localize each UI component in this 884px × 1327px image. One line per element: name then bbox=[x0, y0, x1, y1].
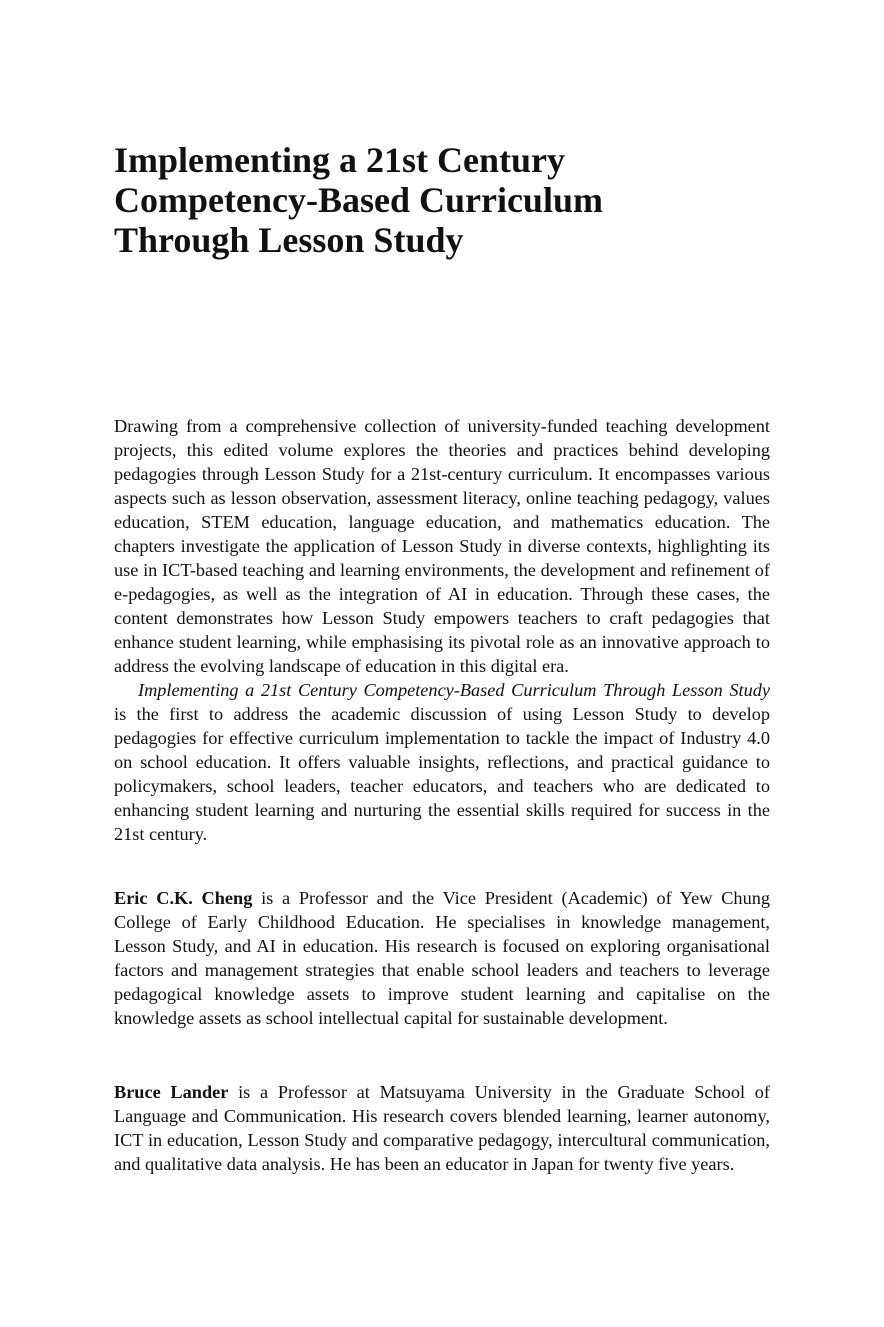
author-bio-eric-cheng bbox=[114, 886, 770, 1030]
book-title-line-3: Through Lesson Study bbox=[114, 220, 464, 260]
author-bio-text: is a Professor and the Vice President (Academic) of Yew Chung College of Early Childhood Education. He specialises in knowledge management, Lesson Study, and AI in education. His research is focused on exploring organisational factors and management strategies that enable school leaders and teachers to leverage pedagogical knowledge assets to improve student learning and capitalise on the knowledge assets as school intellectual capital for sustainable development. bbox=[114, 888, 770, 1028]
description-paragraph-2-text: is the first to address the academic discussion of using Lesson Study to develop pedagogies for effective curriculum implementation to tackle the impact of Industry 4.0 on school education. It offers valuable insights, reflections, and practical guidance to policymakers, school leaders, teacher educators, and teachers who are dedicated to enhancing student learning and nurturing the essential skills required for success in the 21st century. bbox=[114, 704, 770, 844]
book-title bbox=[114, 140, 794, 260]
description-book-title-italic: Implementing a 21st Century Competency-Based Curriculum Through Lesson Study bbox=[138, 680, 770, 700]
author-bio-text: is a Professor at Matsuyama University in the Graduate School of Language and Communication. His research covers blended learning, learner autonomy, ICT in education, Lesson Study and comparative pedagogy, intercultural communication, and qualitative data analysis. He has been an educator in Japan for twenty five years. bbox=[114, 1082, 771, 1174]
author-name: Bruce Lander bbox=[114, 1082, 229, 1102]
book-title-line-2: Competency-Based Curriculum bbox=[114, 180, 603, 220]
book-description bbox=[114, 414, 770, 846]
description-paragraph-2 bbox=[114, 678, 770, 846]
description-paragraph-1: Drawing from a comprehensive collection of university-funded teaching development projects, this edited volume explores the theories and practices behind developing pedagogies through Lesson Study for a 21st-century curriculum. It encompasses various aspects such as lesson observation, assessment literacy, online teaching pedagogy, values education, STEM education, language education, and mathematics education. The chapters investigate the application of Lesson Study in diverse contexts, highlighting its use in ICT-based teaching and learning environments, the development and refinement of e-pedagogies, as well as the integration of AI in education. Through these cases, the content demonstrates how Lesson Study empowers teachers to craft pedagogies that enhance student learning, while emphasising its pivotal role as an innovative approach to address the evolving landscape of education in this digital era. bbox=[114, 416, 770, 676]
book-title-line-1: Implementing a 21st Century bbox=[114, 140, 565, 180]
author-bio-bruce-lander bbox=[114, 1080, 770, 1176]
author-name: Eric C.K. Cheng bbox=[114, 888, 253, 908]
